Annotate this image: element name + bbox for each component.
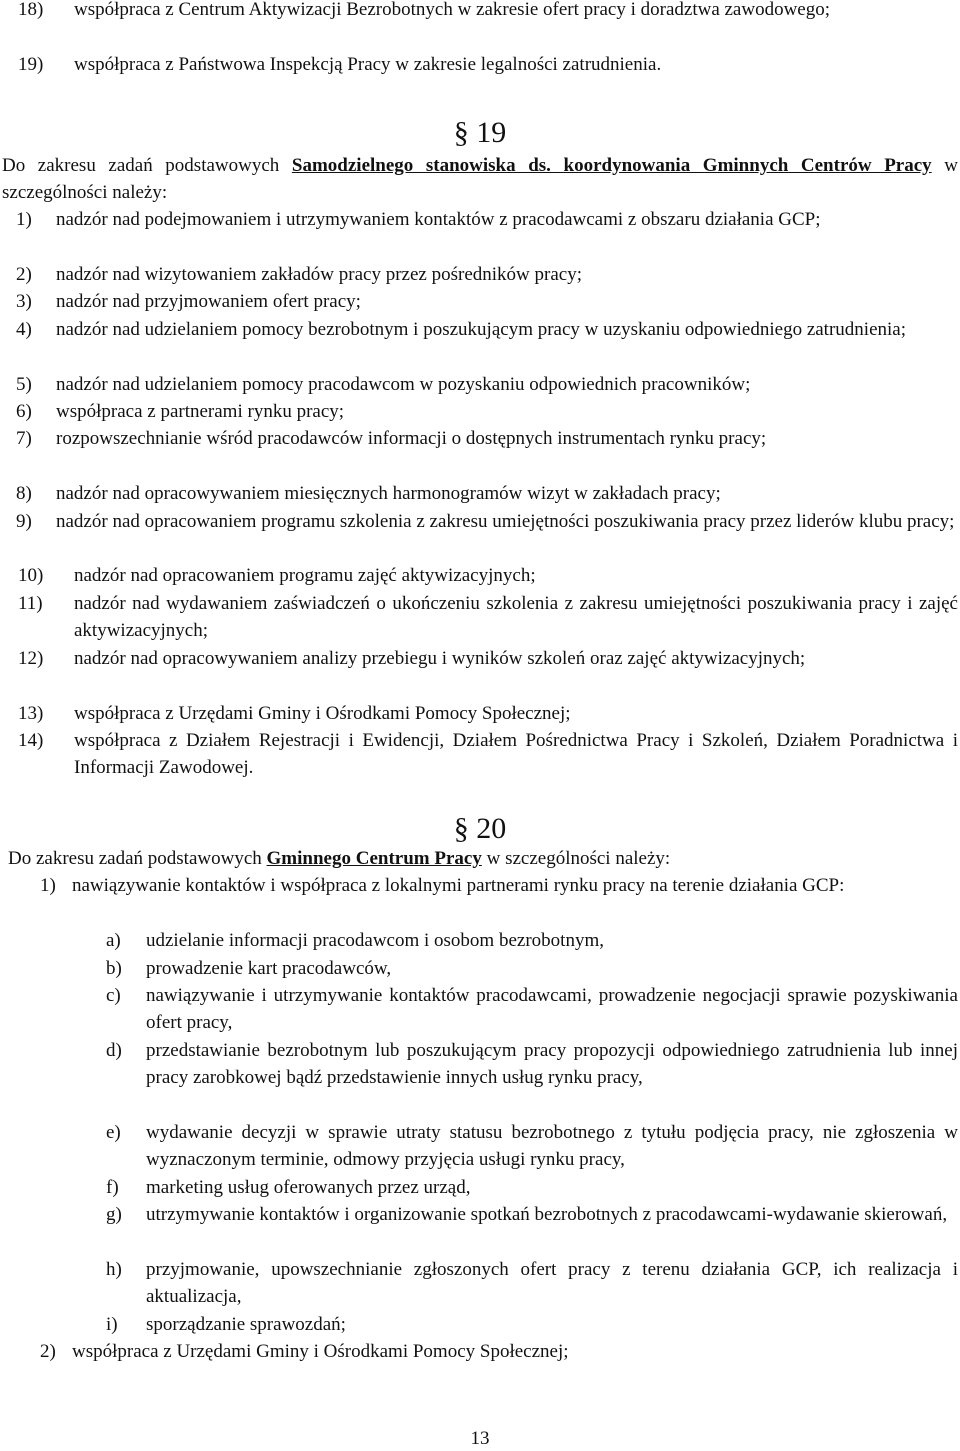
list-item-number: 3) (16, 291, 32, 312)
list-item (18, 562, 958, 589)
list-item-number: 13) (18, 703, 44, 724)
list-item (16, 371, 958, 398)
list-item-number: 1) (40, 875, 56, 896)
section-heading: § 19 (453, 116, 507, 149)
sub-item-text: udzielanie informacji pracodawcom i osobom bezrobotnym, (146, 930, 604, 951)
list-item-number: 18) (18, 0, 44, 20)
list-item-number: 19) (18, 54, 44, 75)
list-item-text: nadzór nad opracowaniem programu zajęć aktywizacyjnych; (74, 565, 536, 586)
list-item-text: współpraca z Państwowa Inspekcją Pracy w zakresie legalności zatrudnienia. (74, 54, 662, 75)
list-item-number: 5) (16, 374, 32, 395)
list-item-text: nadzór nad opracowywaniem miesięcznych harmonogramów wizyt w zakładach pracy; (56, 483, 721, 504)
sub-item-text: prowadzenie kart pracodawców, (146, 958, 392, 979)
list-item-number: 2) (16, 264, 32, 285)
list-item-number: 2) (40, 1341, 56, 1362)
list-item (16, 508, 958, 535)
sub-item (106, 1311, 958, 1338)
sub-item-letter: a) (106, 930, 121, 951)
section-intro (8, 845, 958, 872)
sub-item-letter: d) (106, 1040, 122, 1061)
list-item (16, 316, 958, 343)
sub-item-letter: h) (106, 1259, 122, 1280)
list-item-text: nadzór nad udzielaniem pomocy bezrobotnym i poszukującym pracy w uzyskaniu odpowiedniego zatrudnienia; (56, 319, 906, 340)
sub-item-text: przedstawianie bezrobotnym lub poszukującym pracy propozycji odpowiedniego zatrudnienia lub innej pracy zarobkowej bądź przedstawienie innych usług rynku pracy, (146, 1040, 958, 1089)
sub-item (106, 955, 958, 982)
intro-text: w szczególności należy: (481, 848, 671, 869)
list-item-text: nadzór nad wizytowaniem zakładów pracy przez pośredników pracy; (56, 264, 582, 285)
list-item-text: współpraca z Działem Rejestracji i Ewidencji, Działem Pośrednictwa Pracy i Szkoleń, Działem Poradnictwa i Informacji Zawodowej. (74, 730, 958, 779)
list-item-text: współpraca z Urzędami Gminy i Ośrodkami Pomocy Społecznej; (72, 1341, 569, 1362)
sub-item (106, 927, 958, 954)
list-item-text: nadzór nad podejmowaniem i utrzymywaniem kontaktów z pracodawcami z obszaru działania GCP; (56, 209, 821, 230)
sub-item (106, 1174, 958, 1201)
sub-item (106, 1119, 958, 1174)
list-item-text: współpraca z Urzędami Gminy i Ośrodkami Pomocy Społecznej; (74, 703, 571, 724)
list-item-text: nadzór nad przyjmowaniem ofert pracy; (56, 291, 361, 312)
sub-item-letter: c) (106, 985, 121, 1006)
list-item (18, 645, 958, 672)
list-item-number: 1) (16, 209, 32, 230)
list-item (16, 206, 958, 233)
sub-item-letter: b) (106, 958, 122, 979)
list-item (18, 590, 958, 645)
list-item-number: 14) (18, 730, 44, 751)
list-item (18, 700, 958, 727)
list-item-text: współpraca z Centrum Aktywizacji Bezrobotnych w zakresie ofert pracy i doradztwa zawodowego; (74, 0, 831, 20)
list-item (18, 0, 958, 23)
sub-item-text: utrzymywanie kontaktów i organizowanie spotkań bezrobotnych z pracodawcami-wydawanie skierowań, (146, 1204, 948, 1225)
list-item (16, 425, 958, 452)
intro-text: Do zakresu zadań podstawowych (2, 155, 292, 176)
sub-item-letter: e) (106, 1122, 121, 1143)
list-item-text: współpraca z partnerami rynku pracy; (56, 401, 345, 422)
list-item-text: nawiązywanie kontaktów i współpraca z lokalnymi partnerami rynku pracy na terenie działania GCP: (72, 875, 845, 896)
sub-item (106, 982, 958, 1037)
list-item (40, 872, 958, 899)
list-item-text: nadzór nad opracowywaniem analizy przebiegu i wyników szkoleń oraz zajęć aktywizacyjnych; (74, 648, 806, 669)
section-intro (2, 152, 958, 207)
list-item-text: nadzór nad wydawaniem zaświadczeń o ukończeniu szkolenia z zakresu umiejętności poszukiwania pracy i zajęć aktywizacyjnych; (74, 593, 958, 642)
list-item (40, 1338, 958, 1365)
list-item-number: 7) (16, 428, 32, 449)
list-item (18, 51, 958, 78)
list-item (16, 261, 958, 288)
sub-item (106, 1201, 958, 1228)
sub-item-text: nawiązywanie i utrzymywanie kontaktów pracodawcami, prowadzenie negocjacji sprawie pozyskiwania ofert pracy, (146, 985, 958, 1034)
list-item-number: 6) (16, 401, 32, 422)
list-item-text: nadzór nad opracowaniem programu szkolenia z zakresu umiejętności poszukiwania pracy przez liderów klubu pracy; (56, 511, 955, 532)
list-item (16, 288, 958, 315)
list-item-number: 12) (18, 648, 44, 669)
intro-text: Do zakresu zadań podstawowych (8, 848, 267, 869)
list-item-number: 8) (16, 483, 32, 504)
unit-name: Samodzielnego stanowiska ds. koordynowania Gminnych Centrów Pracy (291, 155, 932, 176)
sub-item-letter: g) (106, 1204, 122, 1225)
list-item-number: 4) (16, 319, 32, 340)
list-item-text: rozpowszechnianie wśród pracodawców informacji o dostępnych instrumentach rynku pracy; (56, 428, 767, 449)
list-item (16, 480, 958, 507)
sub-item-text: sporządzanie sprawozdań; (146, 1314, 346, 1335)
list-item (18, 727, 958, 782)
page-number: 13 (470, 1428, 490, 1449)
sub-item-text: wydawanie decyzji w sprawie utraty statusu bezrobotnego z tytułu podjęcia pracy, nie zgłoszenia w wyznaczonym terminie, odmowy przyjęcia usługi rynku pracy, (146, 1122, 958, 1171)
sub-item-text: marketing usług oferowanych przez urząd, (146, 1177, 471, 1198)
unit-name: Gminnego Centrum Pracy (266, 848, 482, 869)
sub-item-letter: f) (106, 1177, 119, 1198)
list-item-number: 11) (18, 593, 43, 614)
section-heading: § 20 (453, 812, 507, 845)
list-item-text: nadzór nad udzielaniem pomocy pracodawcom w pozyskaniu odpowiednich pracowników; (56, 374, 751, 395)
sub-item (106, 1037, 958, 1092)
sub-item-text: przyjmowanie, upowszechnianie zgłoszonych ofert pracy z terenu działania GCP, ich realizacja i aktualizacja, (146, 1259, 958, 1308)
list-item (16, 398, 958, 425)
intro-text: w szczególności należy: (2, 155, 958, 204)
sub-item-letter: i) (106, 1314, 118, 1335)
list-item-number: 9) (16, 511, 32, 532)
list-item-number: 10) (18, 565, 44, 586)
sub-item (106, 1256, 958, 1311)
